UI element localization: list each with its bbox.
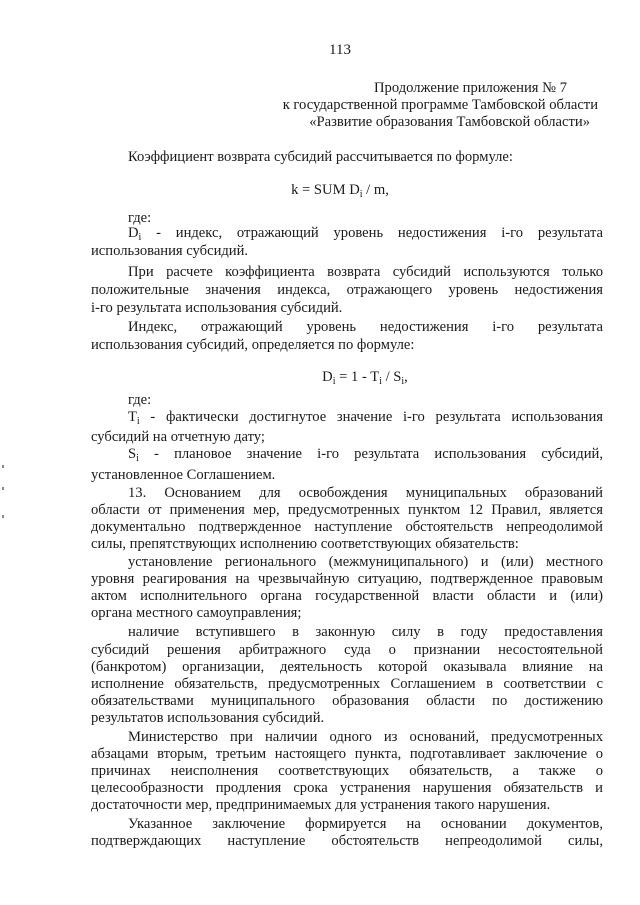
paragraph-formula-intro: Коэффициент возврата субсидий рассчитывается по формуле: [128, 149, 513, 165]
header-line-2: к государственной программе Тамбовской области [282, 97, 598, 113]
scan-edge-mark [2, 465, 4, 468]
document-page: 113 Продолжение приложения № 7 к государственной программе Тамбовской области «Развитие образования Тамбовской области» Коэффициент возврата субсидий рассчитывается по формуле: k = SUM $D_i$ / m, где: $D_i$ - индекс, отражающий уровень недостижения i-го результата использования субсидий. При расчете коэффициента возврата субсидий используются только положительные значения индекса, отражающего уровень недостижения i-го результата использования субсидий. Индекс, отражающий уровень недостижения i-го результата использования субсидий, определяется по формуле: $D_i = 1 - T_i / S_i$, где: $T_i$ - фактически достигнутое значение i-го результата использования субсидий на отчетную дату; $S_i$ - плановое значение i-го результата использования субсидий, установленное Соглашением. 13. Основанием для освобождения муниципальных образований области от применения мер, предусмотренных пунктом 12 Правил, является документально подтвержденное наступление обстоятельств непреодолимой силы, препятствующих исполнению соответствующих обязательств: установление регионального (межмуниципального) и (или) местного уровня реагирования на чрезвычайную ситуацию, подтвержденное правовым актом исполнительного органа государственной власти области и (или) органа местного самоуправления; наличие вступившего в законную силу в году предоставления субсидий решения арбитражного суда о признании несостоятельной (банкротом) организации, деятельность которой оказывала влияние на исполнение обязательств, предусмотренных Соглашением в соответствии с обязательствами муниципального образования области по достижению результатов использования субсидий. Министерство при наличии одного из оснований, предусмотренных абзацами вторым, третьим настоящего пункта, подготавливает заключение о причинах неисполнения соответствующих обязательств, а также о целесообразности продления срока устранения нарушения обязательств и достаточности мер, предпринимаемых для устранения такого нарушения. Указанное заключение формируется на основании документов, подтверждающих наступление обстоятельств непреодолимой силы, [0, 0, 640, 905]
scan-edge-mark [2, 487, 4, 490]
where-label: где: [128, 210, 152, 226]
scan-edge-mark [2, 515, 4, 518]
header-line-3: «Развитие образования Тамбовской области» [309, 114, 590, 130]
page-number: 113 [329, 42, 351, 58]
formula-k: k = SUM $D_i$ / m, [291, 182, 389, 200]
where-label: где: [128, 392, 152, 408]
formula-di: $D_i = 1 - T_i / S_i$, [322, 369, 408, 387]
header-line-1: Продолжение приложения № 7 [374, 80, 567, 96]
